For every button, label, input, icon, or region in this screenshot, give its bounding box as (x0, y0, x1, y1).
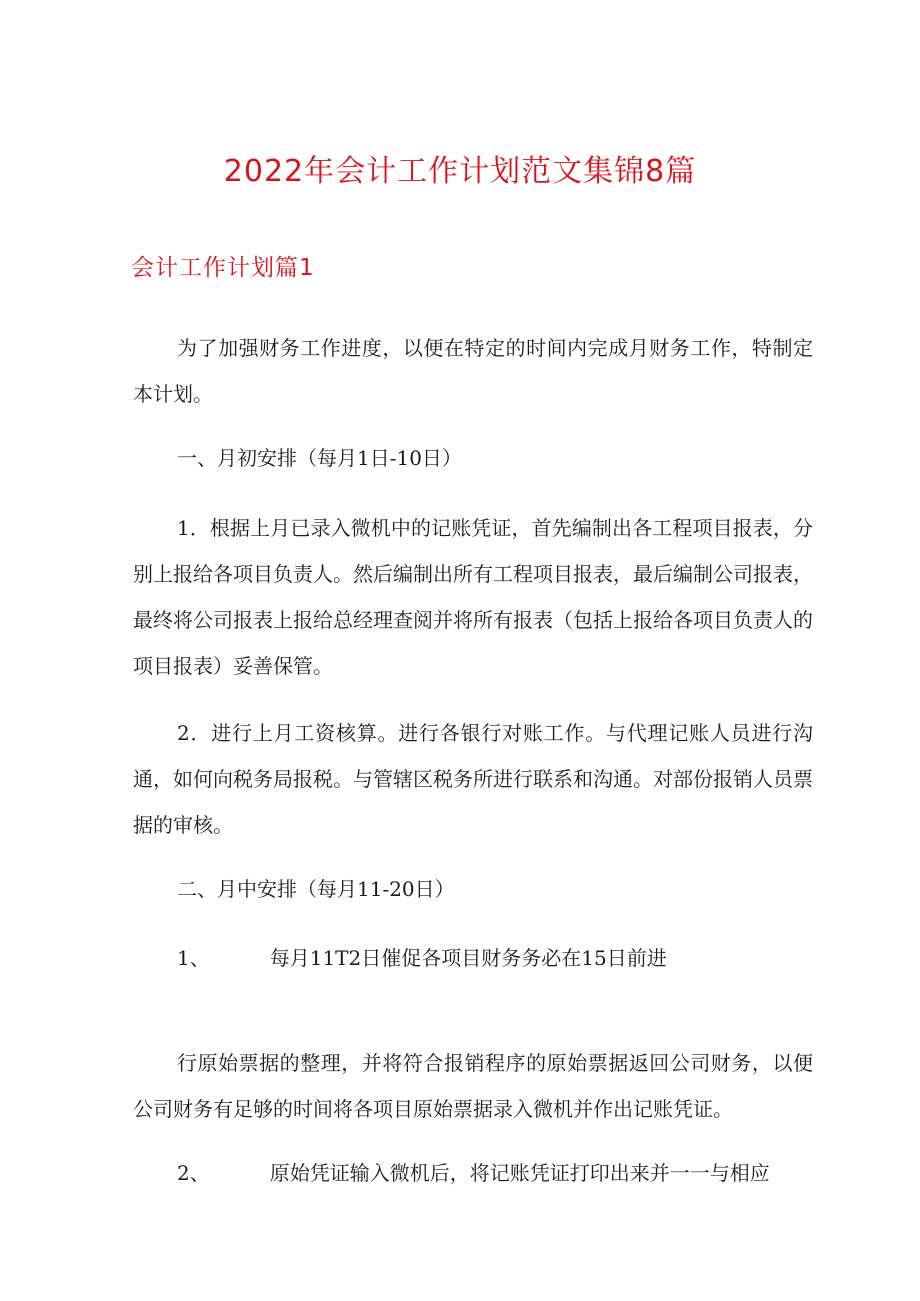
item-number: 2、 (177, 1161, 210, 1185)
month-start-item-1: 1．根据上月已录入微机中的记账凭证，首先编制出各工程项目报表，分别上报给各项目负责人。然后编制出所有工程项目报表，最后编制公司报表，最终将公司报表上报给总经理查阅并将所有报表（包括上报给各项目负责人的项目报表）妥善保管。 (133, 516, 813, 678)
item-text: 每月11T2日催促各项目财务务必在15日前进 (269, 946, 667, 970)
mid-month-heading: 二、月中安排（每月11-20日） (177, 877, 455, 901)
section-heading: 会计工作计划篇1 (131, 255, 315, 281)
mid-month-item-1-continuation: 行原始票据的整理，并将符合报销程序的原始票据返回公司财务，以便公司财务有足够的时间将各项目原始票据录入微机并作出记账凭证。 (133, 1051, 813, 1121)
item-number: 1、 (177, 946, 210, 970)
mid-month-item-1 (133, 935, 813, 981)
document-title: 2022年会计工作计划范文集锦8篇 (223, 154, 697, 189)
intro-paragraph: 为了加强财务工作进度，以便在特定的时间内完成月财务工作，特制定本计划。 (133, 336, 813, 406)
item-text: 原始凭证输入微机后，将记账凭证打印出来并一一与相应 (269, 1161, 770, 1185)
mid-month-item-2 (133, 1150, 813, 1196)
month-start-heading: 一、月初安排（每月1日-10日） (177, 446, 462, 470)
month-start-item-2: 2．进行上月工资核算。进行各银行对账工作。与代理记账人员进行沟通，如何向税务局报税。与管辖区税务所进行联系和沟通。对部份报销人员票据的审核。 (133, 721, 813, 837)
